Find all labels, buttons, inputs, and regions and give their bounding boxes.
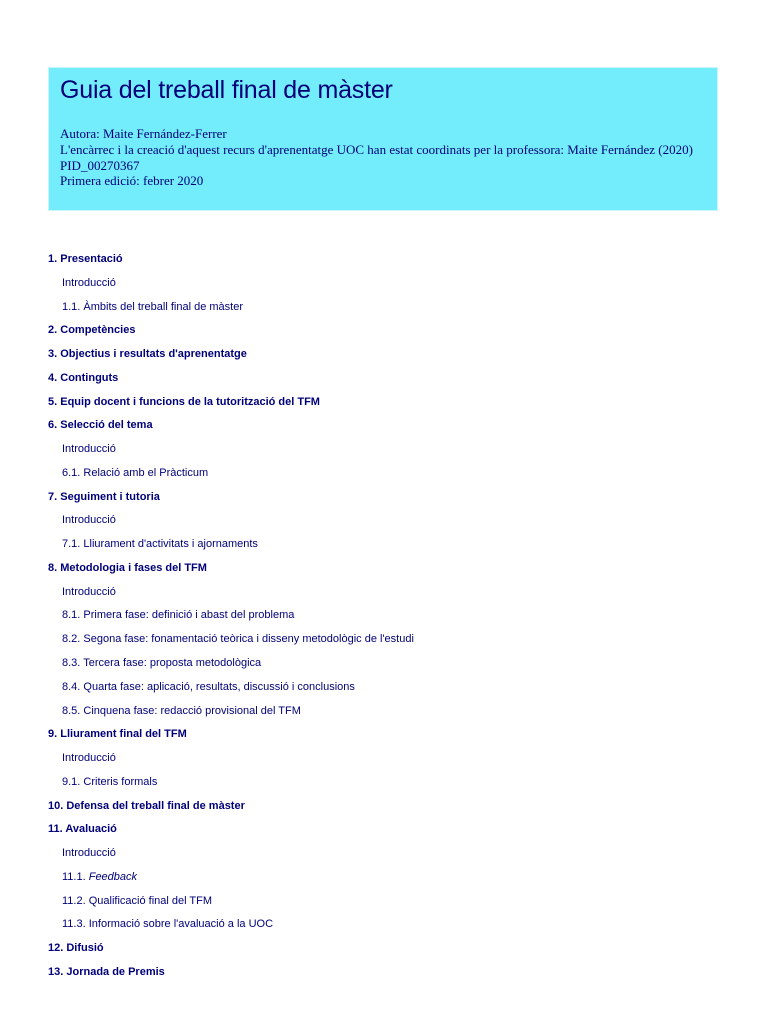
toc-link[interactable] [62, 895, 212, 907]
toc-number: 13. [48, 965, 64, 978]
toc-link[interactable] [62, 538, 258, 550]
toc-number: 1. [48, 253, 58, 265]
toc-section[interactable] [48, 629, 738, 653]
toc-label: Presentació [60, 253, 123, 265]
toc-label: Competències [60, 324, 136, 337]
toc-link[interactable] [48, 253, 123, 265]
toc-number: 6.1. [62, 466, 81, 479]
toc-link[interactable] [62, 918, 273, 930]
toc-section[interactable] [48, 843, 738, 867]
toc-number: 9. [48, 728, 58, 741]
toc-number: 8.5. [62, 704, 81, 717]
toc-number: 5. [48, 395, 58, 408]
toc-chapter[interactable] [48, 344, 738, 368]
toc-label: Jornada de Premis [66, 965, 165, 978]
toc-chapter[interactable] [48, 962, 738, 986]
toc-section[interactable] [48, 867, 738, 891]
toc-link[interactable] [48, 823, 117, 835]
toc-section[interactable] [48, 772, 738, 796]
toc-label: Introducció [62, 443, 116, 456]
document-title: Guia del treball final de màster [60, 76, 393, 104]
toc-link[interactable] [62, 752, 116, 764]
toc-link[interactable] [62, 633, 414, 645]
coordination-line: L'encàrrec i la creació d'aquest recurs d'aprenentatge UOC han estat coordinats per la professora: Maite Fernández (2020) [60, 141, 693, 157]
toc-link[interactable] [62, 467, 208, 479]
toc-number: 8.4. [62, 680, 81, 693]
toc-section[interactable] [48, 748, 738, 772]
toc-label: Lliurament final del TFM [60, 728, 187, 741]
toc-link[interactable] [62, 609, 294, 621]
toc-label: Introducció [62, 585, 116, 598]
toc-link[interactable] [62, 705, 301, 717]
toc-section[interactable] [48, 463, 738, 487]
toc-number: 6. [48, 419, 58, 432]
toc-section[interactable] [48, 891, 738, 915]
toc-number: 4. [48, 371, 58, 384]
toc-link[interactable] [62, 514, 116, 526]
edition-line: Primera edició: febrer 2020 [60, 173, 204, 189]
toc-label: Introducció [62, 752, 116, 765]
toc-link[interactable] [48, 324, 135, 336]
toc-chapter[interactable] [48, 487, 738, 511]
toc-label: Metodologia i fases del TFM [60, 561, 207, 574]
toc-label: Defensa del treball final de màster [66, 799, 245, 812]
toc-number: 2. [48, 324, 58, 337]
toc-link[interactable] [48, 396, 320, 408]
toc-link[interactable] [62, 586, 116, 598]
toc-chapter[interactable] [48, 819, 738, 843]
toc-section[interactable] [48, 297, 738, 321]
toc-chapter[interactable] [48, 724, 738, 748]
toc-label: Primera fase: definició i abast del problema [83, 609, 295, 622]
toc-label: Seguiment i tutoria [60, 490, 160, 503]
toc-label: Informació sobre l'avaluació a la UOC [88, 918, 274, 931]
toc-link[interactable] [62, 681, 355, 693]
toc-link[interactable] [62, 776, 157, 788]
toc-number: 11. [48, 823, 63, 836]
toc-label: Lliurament d'activitats i ajornaments [83, 538, 258, 551]
toc-label: Introducció [62, 276, 116, 289]
toc-section[interactable] [48, 677, 738, 701]
toc-number: 8.1. [62, 609, 81, 622]
toc-section[interactable] [48, 582, 738, 606]
toc-link[interactable] [62, 301, 243, 313]
toc-label: Equip docent i funcions de la tutorització del TFM [60, 395, 320, 408]
toc-link[interactable] [62, 657, 261, 669]
toc-number: 8.3. [62, 657, 81, 670]
toc-chapter[interactable] [48, 938, 738, 962]
toc-label: Cinquena fase: redacció provisional del TFM [83, 704, 301, 717]
toc-chapter[interactable] [48, 415, 738, 439]
toc-link[interactable] [48, 348, 247, 360]
toc-label: Criteris formals [83, 775, 158, 788]
author-line: Autora: Maite Fernández-Ferrer [60, 126, 227, 141]
toc-link[interactable] [48, 372, 118, 384]
toc-link[interactable] [62, 443, 116, 455]
toc-number: 3. [48, 348, 58, 361]
toc-chapter[interactable] [48, 558, 738, 582]
toc-section[interactable] [48, 510, 738, 534]
toc-number: 7.1. [62, 538, 81, 551]
toc-link[interactable] [62, 871, 137, 883]
toc-section[interactable] [48, 701, 738, 725]
toc-link[interactable] [48, 562, 207, 574]
document-header [48, 67, 718, 211]
toc-label: Feedback [88, 870, 138, 883]
pid-line: PID_00270367 [60, 157, 140, 173]
toc-link[interactable] [62, 277, 116, 289]
toc-label: Tercera fase: proposta metodològica [83, 657, 262, 670]
toc-number: 9.1. [62, 775, 81, 788]
toc-section[interactable] [48, 653, 738, 677]
toc-label: Quarta fase: aplicació, resultats, discussió i conclusions [83, 680, 355, 693]
toc-label: Objectius i resultats d'aprenentatge [60, 348, 247, 361]
table-of-contents [48, 249, 738, 986]
toc-number: 7. [48, 490, 58, 503]
toc-chapter[interactable] [48, 368, 738, 392]
toc-label: Continguts [60, 371, 119, 384]
toc-label: Introducció [62, 847, 116, 860]
toc-label: Difusió [66, 942, 104, 955]
toc-number: 8.2. [62, 633, 81, 646]
toc-section[interactable] [48, 273, 738, 297]
toc-chapter[interactable] [48, 249, 738, 273]
toc-label: Introducció [62, 514, 116, 527]
toc-label: Avaluació [65, 823, 117, 836]
toc-link[interactable] [48, 942, 104, 954]
toc-section[interactable] [48, 534, 738, 558]
toc-chapter[interactable] [48, 320, 738, 344]
toc-chapter[interactable] [48, 392, 738, 416]
toc-link[interactable] [48, 491, 160, 503]
toc-number: 11.2. [62, 894, 86, 907]
toc-number: 1.1. [62, 300, 81, 313]
toc-link[interactable] [48, 728, 187, 740]
toc-label: Àmbits del treball final de màster [83, 300, 243, 313]
toc-link[interactable] [48, 419, 153, 431]
toc-number: 10. [48, 799, 64, 812]
toc-label: Relació amb el Pràcticum [83, 466, 209, 479]
toc-link[interactable] [62, 847, 116, 859]
toc-label: Qualificació final del TFM [88, 894, 213, 907]
toc-link[interactable] [48, 800, 245, 812]
toc-number: 11.1. [62, 870, 86, 883]
toc-chapter[interactable] [48, 796, 738, 820]
toc-number: 8. [48, 561, 58, 574]
toc-number: 11.3. [62, 918, 86, 931]
toc-label: Segona fase: fonamentació teòrica i disseny metodològic de l'estudi [83, 633, 414, 646]
toc-label: Selecció del tema [60, 419, 153, 432]
document-metadata [60, 126, 706, 189]
toc-section[interactable] [48, 439, 738, 463]
toc-number: 12. [48, 942, 64, 955]
toc-link[interactable] [48, 966, 165, 978]
toc-section[interactable] [48, 605, 738, 629]
toc-section[interactable] [48, 914, 738, 938]
